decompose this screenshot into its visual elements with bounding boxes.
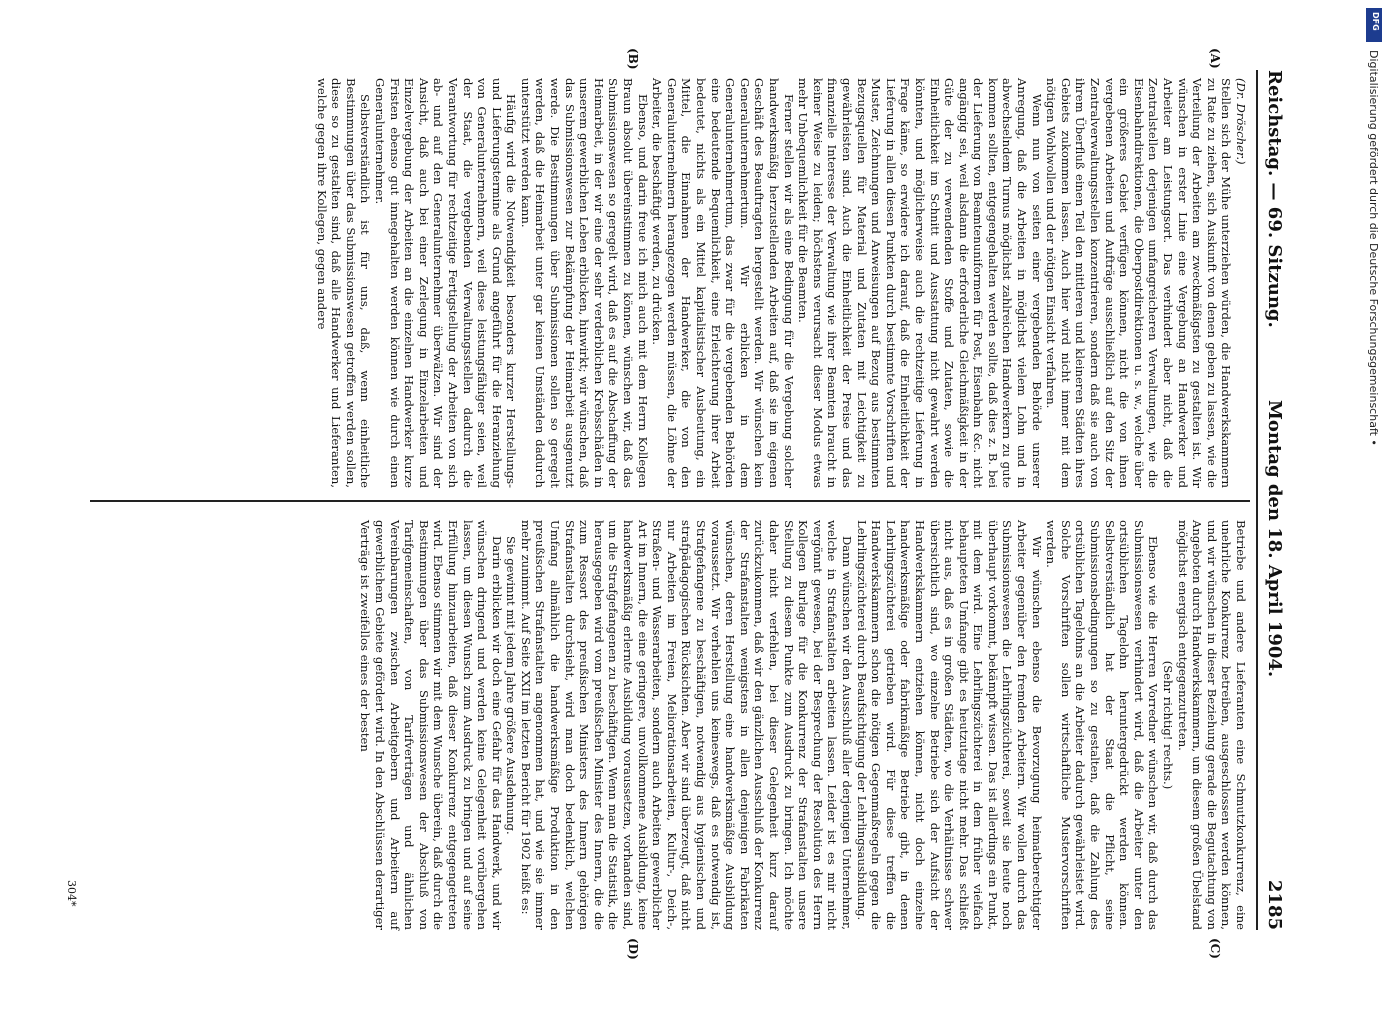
margin-marker-a: (A) xyxy=(1208,48,1222,69)
column-rule xyxy=(90,500,1250,502)
page-signature: 304* xyxy=(65,880,78,907)
left-column xyxy=(314,78,1248,488)
header-left: Reichstag. — 69. Sitzung. xyxy=(1264,70,1285,328)
header-rule xyxy=(1256,70,1258,930)
paragraph: Wenn nun von seiten einer vergebenden Behörde unserer Anregung, daß die Arbeiten in möglichst vielem Lohn und in abwechselndem Turnus möglichst zahlreichen Handwerkern zu gute kommen sollten, entgegengehalten werden sollte, daß dies z. B. bei der Lieferung von Beamtenuniformen für Post, Eisenbahn &c. nicht angängig sei, weil alsdann die erforderliche Gleichmäßigkeit in der Güte der zu verwendenden Stoffe und Zutaten, sowie die Einheitlichkeit im Schnitt und Ausstattung nicht gewahrt werden könnten, und möglicherweise auch die rechtzeitige Lieferung in Frage käme, so erwidere ich darauf, daß die Einheitlichkeit der Lieferung in allen diesen Punkten durch bestimmte Vorschriften und Muster, Zeichnungen und Anweisungen auf Bezug aus bestimmten Bezugsquellen für Material und Zutaten mit Leichtigkeit zu gewährleisten sind. Auch die Einheitlichkeit der Preise und das finanzielle Interesse der Verwaltung wie ihrer Beamten braucht in keiner Weise zu leiden; höchstens verursacht dieser Modus etwas mehr Unbequemlichkeit für die Beamten. xyxy=(796,78,1044,488)
dfg-logo-text: DFG xyxy=(1371,12,1380,31)
margin-marker-c: (C) xyxy=(1208,938,1222,959)
paragraph: Ebenso, und darin freue ich mich auch mit dem Herrn Kollegen Braun absolut übereinstimmen zu können, wünschen wir, daß das Submissionswesen so geregelt wird, daß es auf die Abschaffung der Heimarbeit, in der wir eine der sehr verderblichen Krebsschäden in unserem gewerblichen Leben erblicken, hinwirkt; wir wünschen, daß das Submissionswesen zur Bekämpfung der Heimarbeit ausgenutzt werde. Die Bestimmungen über Submissionen sollen so geregelt werden, daß die Heimarbeit unter gar keinen Umständen dadurch unterstützt werden kann. xyxy=(518,78,650,488)
quotation: Sie gewinnt mit jedem Jahre größere Ausdehnung. xyxy=(504,536,519,835)
margin-marker-b: (B) xyxy=(626,48,640,70)
paragraph: Selbstverständlich ist für uns, daß, wenn einheitliche Bestimmungen über das Submissionswesen getroffen werden sollen, diese so zu gestalten sind, daß alle Handwerker und Lieferanten, welche gegen ihre Kollegen, gegen andere xyxy=(314,78,373,488)
credit-text: Digitalisierung gefördert durch die Deutsche Forschungsgemeinschaft • xyxy=(1367,50,1380,446)
paragraph: Betriebe und andere Lieferanten eine Schmutzkonkurrenz, eine unehrliche Konkurrenz betreiben, ausgeschlossen werden können, und wir wünschen in dieser Beziehung gerade die Begutachtung von Angeboten durch Handwerkskammern, um diesem großen Übelstand möglichst energisch entgegenzutreten. xyxy=(1175,520,1248,930)
margin-marker-d: (D) xyxy=(626,938,640,960)
speaker-label: (Dr. Dröscher.) xyxy=(1234,78,1248,165)
page-number: 2185 xyxy=(1264,879,1285,930)
running-head xyxy=(1261,70,1285,930)
paragraph: Häufig wird die Notwendigkeit besonders kurzer Herstellungs- und Lieferungstermine als Grund angeführt für die Heranziehung von Generalunternehmern, weil diese leistungsfähiger seien, weil der Staat, die vergebenden Verwaltungsstellen dadurch die Verantwortung für rechtzeitige Fertigstellung der Arbeiten von sich ab- und auf den Generalunternehmer überwälzen. Wir sind der Ansicht, daß auch bei einer Zerlegung in Einzelarbeiten und Einzelvergebung der Arbeiten an die einzelnen Handwerker kurze Fristen ebenso gut innegehalten werden können wie durch einen Generalunternehmer. xyxy=(372,78,519,488)
paragraph: Stellen sich der Mühe unterziehen würden, die Handwerkskammern zu Rate zu ziehen, sich Auskunft von denen geben zu lassen, wie die Verteilung der Arbeiten am zweckmäßigsten zu gestalten ist. Wir wünschen in erster Linie eine Vergebung an Handwerker und Arbeiter am Leistungsort. Das verhindert aber nicht, daß die Zentralstellen derjenigen umfangreicheren Verwaltungen, wie die Eisenbahndirektionen, die Oberpostdirektionen u. s. w., welche über ein größeres Gebiet verfügen können, nicht die von ihnen vergebenen Arbeiten und Aufträge ausschließlich auf den Sitz der Zentralverwaltungsstellen konzentrieren, sondern daß sie auch von ihrem Überfluß einen Teil den mittleren und kleineren Städten ihres Gebiets zukommen lassen. Auch hier wird nicht immer mit dem nötigen Wohlwollen und der nötigen Einsicht verfahren. xyxy=(1044,78,1234,488)
document-page xyxy=(40,20,1340,980)
paragraph: Darin erblicken wir doch eine Gefahr für das Handwerk, und wir wünschen dringend und werden keine Gelegenheit vorübergehen lassen, um diesen Wunsch zum Ausdruck zu bringen und auf seine Erfüllung hinzuarbeiten, daß dieser Konkurrenz entgegengetreten wird. Ebenso stimmen wir mit dem Wunsche überein, daß durch die Bestimmungen über das Submissionswesen der Abschluß von Tarifgemeinschaften, von Tarifverträgen und ähnlichen Vereinbarungen zwischen Arbeitgebern und Arbeitern auf gewerblichem Gebiete gefördert wird. In den Abschlüssen derartiger Verträge ist zweifellos eines der besten xyxy=(358,520,504,930)
interjection: (Sehr richtig! rechts.) xyxy=(1161,660,1176,790)
digitization-credit xyxy=(1366,10,1380,990)
paragraph: Wir wünschen ebenso die Bevorzugung heimatberechtigter Arbeiter gegenüber den fremden Arbeitern. Wir wollen durch das Submissionswesen die Lehrlingszüchterei, soweit sie heute noch überhaupt vorkommt, bekämpft wissen. Das ist allerdings ein Punkt, mit dem wird. Eine Lehrlingszüchterei in dem früher vielfach behaupteten Umfange gibt es heutzutage nicht mehr. Das schließt nicht aus, daß es in großen Städten, wo die Verhältnisse schwer übersichtlich sind, wo einzelne Betriebe sich der Aufsicht der Handwerkskammern entziehen können, nicht doch einzelne handwerksmäßige oder fabrikmäßige Betriebe gibt, in denen Lehrlingszüchterei getrieben wird. Für diese treffen die Handwerkskammern schon die nötigen Gegenmaßregeln gegen die Lehrlingszüchterei durch Beaufsichtigung der Lehrlingsausbildung. xyxy=(854,520,1044,930)
paragraph: Ebenso wie die Herren Vorredner wünschen wir, daß durch das Submissionswesen verhindert wird, daß die Arbeiter unter den ortsüblichen Tagelohn heruntergedrückt werden können. Selbstverständlich hat der Staat die Pflicht, seine Submissionsbedingungen so zu gestalten, daß die Zahlung des ortsüblichen Tagelohns an die Arbeiter dadurch gewährleistet wird. Solche Vorschriften sollen wirtschaftliche Mustervorschriften werden. xyxy=(1044,520,1161,930)
paragraph: Ferner stellen wir als eine Bedingung für die Vergebung solcher handwerksmäßig herzustellenden Arbeiten auf, daß sie im eigenen Geschäft des Beauftragten hergestellt werden. Wir wünschen kein Generalunternehmertum. Wir erblicken in dem Generalunternehmertum, das zwar für die vergebenden Behörden eine bedeutende Bequemlichkeit, eine Erleichterung ihrer Arbeit bedeutet, nichts als ein Mittel kapitalistischer Ausbeutung, ein Mittel, die Einnahmen der Handwerker, die von den Generalunternehmern herangezogen werden müssen, die Löhne der Arbeiter, die beschäftigt werden, zu drücken. xyxy=(650,78,796,488)
paragraph: Dann wünschen wir den Ausschluß aller derjenigen Unternehmer, welche in Strafanstalten arbeiten lassen. Leider ist es mir nicht vergönnt gewesen, bei der Besprechung der Resolution des Herrn Kollegen Burlage für die Konkurrenz der Strafanstalten unsere Stellung zu diesem Punkte zum Ausdruck zu bringen. Ich möchte daher nicht verfehlen, bei dieser Gelegenheit kurz darauf zurückzukommen, daß wir den gänzlichen Ausschluß der Konkurrenz der Strafanstalten wenigstens in allen denjenigen Fabrikaten wünschen, deren Herstellung eine handwerksmäßige Ausbildung voraussetzt. Wir verhehlen uns keineswegs, daß es notwendig ist, Strafgefangene zu beschäftigen, notwendig aus hygienischen und strafpädagogischen Rücksichten. Aber wir sind überzeugt, daß nicht nur Arbeiten im Freien, Meliorationsarbeiten, Kultur-, Deich-, Straßen- und Wasserarbeiten, sondern auch Arbeiten gewerblicher Art im Innern, die eine geringere, unvollkommene Ausbildung, keine handwerksmäßig erlernte Ausbildung voraussetzen, vorhanden sind, um die Strafgefangenen zu beschäftigen. Wenn man die Statistik, die herausgegeben wird vom preußischen Minister des Innern, die die zum Ressort des preußischen Ministers des Innern gehörigen Strafanstalten durchsieht, wird man doch bedenklich, welchen Umfang allmählich die handwerksmäßige Produktion in den preußischen Strafanstalten angenommen hat, und wie sie immer mehr zunimmt. Auf Seite XXII im letzten Bericht für 1902 heißt es: xyxy=(518,520,854,930)
right-column xyxy=(358,520,1248,930)
header-center: Montag den 18. April 1904. xyxy=(1264,400,1285,678)
